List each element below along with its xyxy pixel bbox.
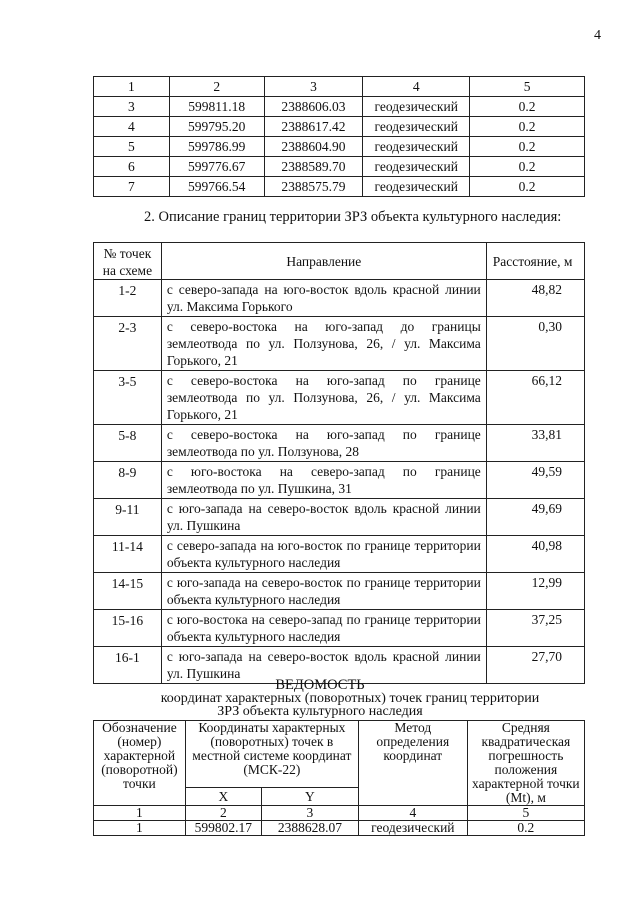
- distance-cell: 12,99: [486, 573, 584, 610]
- y-coordinate-cell: 2388604.90: [264, 137, 362, 157]
- segment-points-cell: 5-8: [94, 425, 162, 462]
- error-cell: 0.2: [470, 117, 585, 137]
- table-row: [94, 177, 585, 197]
- point-number-cell: 1: [94, 77, 170, 97]
- table-row: [94, 280, 585, 317]
- segment-points-cell: 2-3: [94, 317, 162, 371]
- segment-points-cell: 8-9: [94, 462, 162, 499]
- segment-points-cell: 1-2: [94, 280, 162, 317]
- distance-cell: 48,82: [486, 280, 584, 317]
- segment-points-cell: 16-1: [94, 647, 162, 684]
- x-coordinate-cell: 599802.17: [185, 821, 261, 836]
- header-coordinates: Координаты характерных (поворотных) точек в местной системе координат (МСК-22): [185, 721, 358, 788]
- segment-points-cell: 9-11: [94, 499, 162, 536]
- segment-points-cell: 14-15: [94, 573, 162, 610]
- table-number-row: [94, 806, 585, 821]
- point-number-cell: 1: [94, 806, 186, 821]
- boundary-description-table: [93, 242, 585, 684]
- method-cell: геодезический: [363, 177, 470, 197]
- table-number-row: [94, 77, 585, 97]
- y-coordinate-cell: 2388606.03: [264, 97, 362, 117]
- table-row: [94, 117, 585, 137]
- table-row: [94, 462, 585, 499]
- table-row: [94, 317, 585, 371]
- method-cell: геодезический: [358, 821, 467, 836]
- y-coordinate-cell: 3: [261, 806, 358, 821]
- table-row: [94, 137, 585, 157]
- distance-cell: 66,12: [486, 371, 584, 425]
- error-cell: 0.2: [470, 157, 585, 177]
- x-coordinate-cell: 2: [185, 806, 261, 821]
- page-number: 4: [594, 28, 601, 43]
- segment-points-cell: 15-16: [94, 610, 162, 647]
- y-coordinate-cell: 2388589.70: [264, 157, 362, 177]
- header-y: Y: [261, 788, 358, 806]
- distance-cell: 27,70: [486, 647, 584, 684]
- x-coordinate-cell: 599766.54: [169, 177, 264, 197]
- direction-cell: с северо-востока на юго-запад по границе землеотвода по ул. Ползунова, 26, / ул. Максима Горького, 21: [161, 371, 486, 425]
- header-x: X: [185, 788, 261, 806]
- distance-cell: 37,25: [486, 610, 584, 647]
- point-number-cell: 1: [94, 821, 186, 836]
- table-row: [94, 821, 585, 836]
- header-method: Метод определения координат: [358, 721, 467, 806]
- direction-cell: с северо-востока на юго-запад до границы землеотвода по ул. Ползунова, 26, / ул. Максима Горького, 21: [161, 317, 486, 371]
- vedomost-subtitle-line1: координат характерных (поворотных) точек границ территории: [160, 691, 540, 706]
- y-coordinate-cell: 2388628.07: [261, 821, 358, 836]
- vedomost-table: [93, 720, 585, 836]
- table-row: [94, 499, 585, 536]
- distance-cell: 40,98: [486, 536, 584, 573]
- distance-cell: 0,30: [486, 317, 584, 371]
- table-row: [94, 425, 585, 462]
- point-number-cell: 7: [94, 177, 170, 197]
- segment-points-cell: 3-5: [94, 371, 162, 425]
- point-number-cell: 3: [94, 97, 170, 117]
- direction-cell: с северо-запада на юго-восток по границе территории объекта культурного наследия: [161, 536, 486, 573]
- table-header-row: [94, 243, 585, 280]
- direction-cell: с юго-востока на северо-запад по границе землеотвода по ул. Пушкина, 31: [161, 462, 486, 499]
- point-number-cell: 4: [94, 117, 170, 137]
- vedomost-subtitle-line2: ЗРЗ объекта культурного наследия: [217, 704, 423, 719]
- error-cell: 0.2: [467, 821, 584, 836]
- y-coordinate-cell: 2388575.79: [264, 177, 362, 197]
- y-coordinate-cell: 3: [264, 77, 362, 97]
- point-number-cell: 6: [94, 157, 170, 177]
- method-cell: геодезический: [363, 97, 470, 117]
- header-point-designation: Обозначение (номер) характерной (поворотной) точки: [94, 721, 186, 806]
- method-cell: 4: [358, 806, 467, 821]
- x-coordinate-cell: 2: [169, 77, 264, 97]
- direction-cell: с северо-запада на юго-восток вдоль красной линии ул. Максима Горького: [161, 280, 486, 317]
- header-points: № точек на схеме: [94, 243, 162, 280]
- method-cell: 4: [363, 77, 470, 97]
- x-coordinate-cell: 599811.18: [169, 97, 264, 117]
- method-cell: геодезический: [363, 137, 470, 157]
- error-cell: 0.2: [470, 137, 585, 157]
- table-row: [94, 536, 585, 573]
- table-row: [94, 157, 585, 177]
- table-row: [94, 97, 585, 117]
- x-coordinate-cell: 599786.99: [169, 137, 264, 157]
- distance-cell: 49,59: [486, 462, 584, 499]
- x-coordinate-cell: 599795.20: [169, 117, 264, 137]
- direction-cell: с юго-запада на северо-восток по границе территории объекта культурного наследия: [161, 573, 486, 610]
- point-number-cell: 5: [94, 137, 170, 157]
- direction-cell: с юго-запада на северо-восток вдоль красной линии ул. Пушкина: [161, 499, 486, 536]
- error-cell: 0.2: [470, 97, 585, 117]
- x-coordinate-cell: 599776.67: [169, 157, 264, 177]
- segment-points-cell: 11-14: [94, 536, 162, 573]
- method-cell: геодезический: [363, 157, 470, 177]
- distance-cell: 33,81: [486, 425, 584, 462]
- method-cell: геодезический: [363, 117, 470, 137]
- header-error: Средняя квадратическая погрешность положения характерной точки (Mt), м: [467, 721, 584, 806]
- table-row: [94, 371, 585, 425]
- error-cell: 5: [467, 806, 584, 821]
- header-distance: Расстояние, м: [486, 243, 584, 280]
- header-direction: Направление: [161, 243, 486, 280]
- direction-cell: с юго-востока на северо-запад по границе территории объекта культурного наследия: [161, 610, 486, 647]
- section-2-heading: 2. Описание границ территории ЗРЗ объекта культурного наследия:: [144, 209, 562, 225]
- vedomost-title: ВЕДОМОСТЬ: [275, 677, 365, 693]
- error-cell: 5: [470, 77, 585, 97]
- direction-cell: с северо-востока на юго-запад по границе землеотвода по ул. Ползунова, 28: [161, 425, 486, 462]
- error-cell: 0.2: [470, 177, 585, 197]
- y-coordinate-cell: 2388617.42: [264, 117, 362, 137]
- table-row: [94, 573, 585, 610]
- direction-cell: с юго-запада на северо-восток вдоль красной линии ул. Пушкина: [161, 647, 486, 684]
- table-row: [94, 610, 585, 647]
- table-header-row: [94, 721, 585, 788]
- coordinates-table-continued: [93, 76, 585, 197]
- distance-cell: 49,69: [486, 499, 584, 536]
